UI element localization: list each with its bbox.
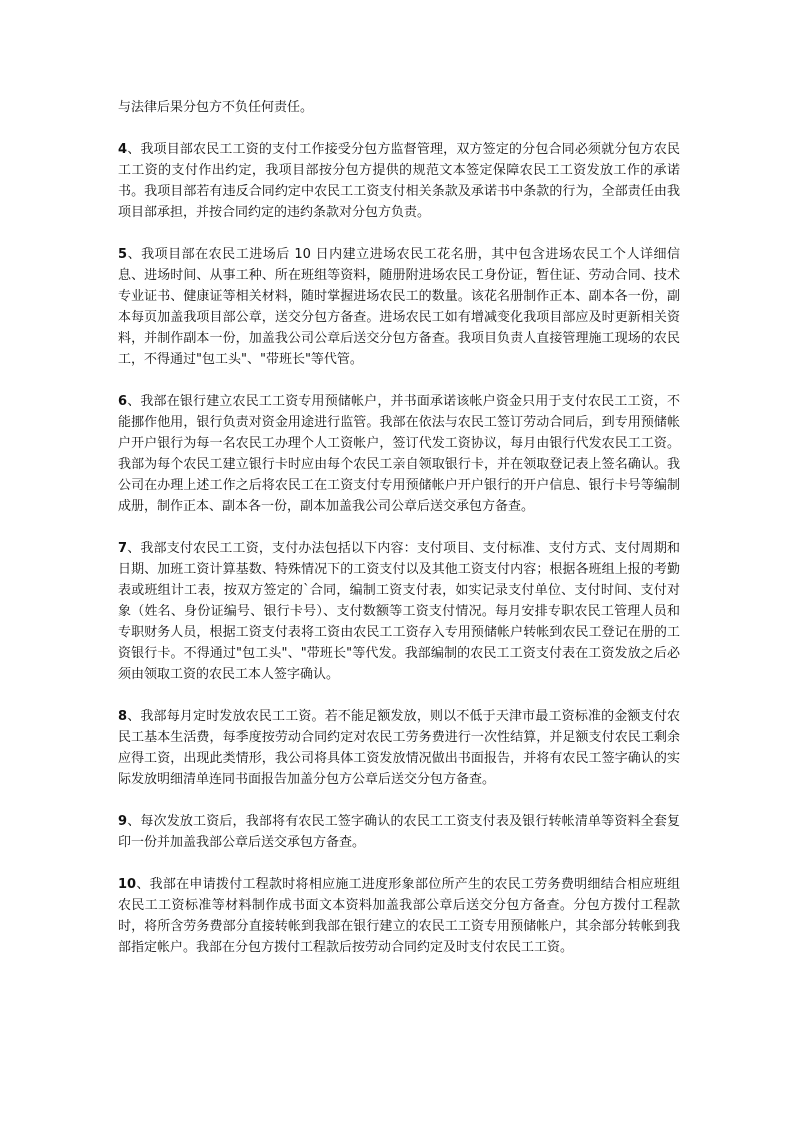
paragraph-text: 、我项目部农民工工资的支付工作接受分包方监督管理，双方签定的分包合同必须就分包方农民工工资的支付作出约定，我项目部按分包方提供的规范文本签定保障农民工工资发放工作的承诺书。我项目部若有违反合同约定中农民工工资支付相关条款及承诺书中条款的行为，全部责任由我项目部承担，并按合同约定的违约条款对分包方负责。 [118,142,680,220]
paragraph-number: 8 [118,709,128,724]
paragraph-item-8 [118,706,680,790]
paragraph-number: 7 [118,541,128,556]
paragraph-number: 9 [118,814,128,829]
paragraph-item-9 [118,811,680,853]
paragraph-number: 10 [118,877,137,892]
paragraph-text: 、我部支付农民工工资，支付办法包括以下内容：支付项目、支付标准、支付方式、支付周期和日期、加班工资计算基数、特殊情况下的工资支付以及其他工资支付内容；根据各班组上报的考勤表或班组计工表，按双方签定的`合同，编制工资支付表，如实记录支付单位、支付时间、支付对象（姓名、身份证编号、银行卡号）、支付数额等工资支付情况。每月安排专职农民工管理人员和专职财务人员，根据工资支付表将工资由农民工工资存入专用预储帐户转帐到农民工登记在册的工资银行卡。不得通过"包工头"、"带班长"等代发。我部编制的农民工工资支付表在工资发放之后必须由领取工资的农民工本人签字确认。 [118,541,680,682]
paragraph-item-10 [118,874,680,958]
paragraph-item-6 [118,391,680,517]
paragraph-number: 5 [118,247,128,262]
paragraph-text: 、每次发放工资后，我部将有农民工签字确认的农民工工资支付表及银行转帐清单等资料全套复印一份并加盖我部公章后送交承包方备查。 [118,814,680,850]
paragraph-item-4 [118,139,680,223]
paragraph-text: 、我部每月定时发放农民工工资。若不能足额发放，则以不低于天津市最工资标准的金额支付农民工基本生活费，每季度按劳动合同约定对农民工劳务费进行一次性结算，并足额支付农民工剩余应得工资，出现此类情形，我公司将具体工资发放情况做出书面报告，并将有农民工签字确认的实际发放明细清单连同书面报告加盖分包方公章后送交分包方备查。 [118,709,680,787]
paragraph-continuation [118,97,680,118]
paragraph-number: 4 [118,142,128,157]
paragraph-text: 与法律后果分包方不负任何责任。 [118,100,314,115]
paragraph-item-5 [118,244,680,370]
paragraph-text: 、我项目部在农民工进场后 10 日内建立进场农民工花名册，其中包含进场农民工个人详细信息、进场时间、从事工种、所在班组等资料，随册附进场农民工身份证，暂住证、劳动合同、技术专业证书、健康证等相关材料，随时掌握进场农民工的数量。该花名册制作正本、副本各一份，副本每页加盖我项目部公章，送交分包方备查。进场农民工如有增减变化我项目部应及时更新相关资料，并制作副本一份，加盖我公司公章后送交分包方备查。我项目负责人直接管理施工现场的农民工，不得通过"包工头"、"带班长"等代管。 [118,247,680,367]
paragraph-number: 6 [118,394,128,409]
paragraph-text: 、我部在银行建立农民工工资专用预储帐户，并书面承诺该帐户资金只用于支付农民工工资，不能挪作他用，银行负责对资金用途进行监管。我部在依法与农民工签订劳动合同后，到专用预储帐户开户银行为每一名农民工办理个人工资帐户，签订代发工资协议，每月由银行代发农民工工资。我部为每个农民工建立银行卡时应由每个农民工亲自领取银行卡，并在领取登记表上签名确认。我公司在办理上述工作之后将农民工在工资支付专用预储帐户开户银行的开户信息、银行卡号等编制成册，制作正本、副本各一份，副本加盖我公司公章后送交承包方备查。 [118,394,680,514]
document-body [118,97,680,979]
paragraph-text: 、我部在申请拨付工程款时将相应施工进度形象部位所产生的农民工劳务费明细结合相应班组农民工工资标准等材料制作成书面文本资料加盖我部公章后送交分包方备查。分包方拨付工程款时，将所含劳务费部分直接转帐到我部在银行建立的农民工工资专用预储帐户，其余部分转帐到我部指定帐户。我部在分包方拨付工程款后按劳动合同约定及时支付农民工工资。 [118,877,680,955]
paragraph-item-7 [118,538,680,685]
